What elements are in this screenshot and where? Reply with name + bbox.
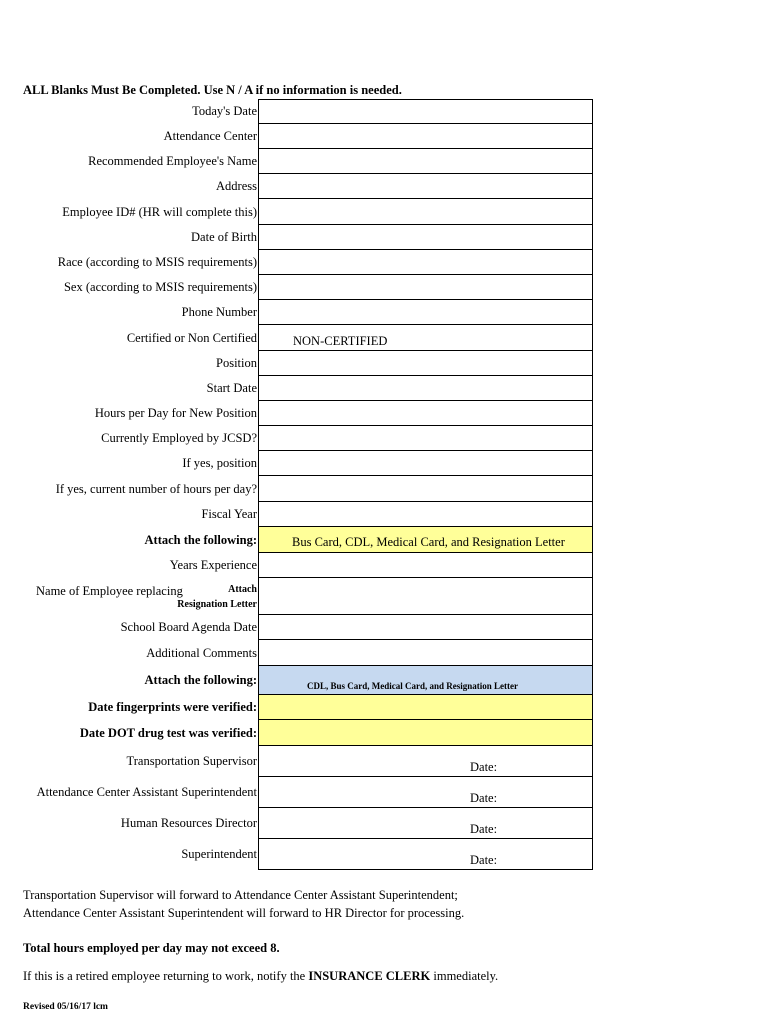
label-name-replacing-line (0, 584, 257, 599)
row-if-yes-hours (0, 476, 600, 502)
field-if-yes-hours[interactable] (258, 476, 593, 502)
label-superintendent: Superintendent (181, 847, 257, 861)
label-hours-per-day: Hours per Day for New Position (94, 406, 257, 420)
row-sex (0, 275, 600, 300)
label-name-replacing-group (0, 578, 258, 615)
row-currently-employed (0, 426, 600, 451)
field-if-yes-position[interactable] (258, 451, 593, 476)
label-address: Address (216, 179, 257, 193)
retired-note-suffix: immediately. (430, 969, 499, 983)
row-attach-1 (0, 527, 600, 553)
label-years-experience: Years Experience (169, 558, 257, 572)
row-hours-per-day (0, 401, 600, 426)
field-certified[interactable] (258, 325, 593, 351)
field-sex[interactable] (258, 275, 593, 300)
label-comments: Additional Comments (146, 645, 257, 660)
field-attach-2[interactable] (258, 666, 593, 695)
field-recommended-name[interactable] (258, 149, 593, 174)
row-dot-drug (0, 720, 600, 746)
field-fiscal-year[interactable] (258, 502, 593, 527)
field-attach-1[interactable] (258, 527, 593, 553)
label-recommended-name: Recommended Employee's Name (88, 154, 257, 168)
label-start-date: Start Date (206, 381, 257, 395)
field-asst-super-signature[interactable] (258, 777, 593, 808)
field-years-experience[interactable] (258, 553, 593, 578)
row-fiscal-year (0, 502, 600, 527)
field-dob[interactable] (258, 225, 593, 250)
field-employee-id[interactable] (258, 199, 593, 225)
date-label: Date: (470, 822, 498, 836)
row-agenda-date (0, 615, 600, 640)
field-hours-per-day[interactable] (258, 401, 593, 426)
row-attach-2 (0, 666, 600, 695)
row-hr-director (0, 808, 600, 839)
row-dob (0, 225, 600, 250)
label-employee-id: Employee ID# (HR will complete this) (62, 204, 257, 219)
label-fingerprints: Date fingerprints were verified: (88, 700, 257, 714)
date-label: Date: (470, 760, 498, 774)
form-instructions: ALL Blanks Must Be Completed. Use N / A if no information is needed. (23, 83, 402, 97)
field-attendance-center[interactable] (258, 124, 593, 149)
employee-recommendation-form (0, 99, 600, 870)
label-attach-1: Attach the following: (144, 532, 257, 547)
label-todays-date: Today's Date (192, 104, 257, 118)
field-race[interactable] (258, 250, 593, 275)
row-phone (0, 300, 600, 325)
row-years-experience (0, 553, 600, 578)
row-position (0, 351, 600, 376)
label-name-replacing: Name of Employee replacing (36, 583, 183, 598)
label-name-replacing-resignation: Resignation Letter (177, 598, 257, 610)
field-transport-sup-signature[interactable] (258, 746, 593, 777)
row-name-replacing (0, 578, 600, 615)
field-agenda-date[interactable] (258, 615, 593, 640)
retired-employee-note (23, 969, 498, 984)
field-position[interactable] (258, 351, 593, 376)
field-phone[interactable] (258, 300, 593, 325)
label-attach-2: Attach the following: (144, 673, 257, 687)
row-start-date (0, 376, 600, 401)
certified-value: NON-CERTIFIED (293, 334, 388, 348)
label-dot-drug: Date DOT drug test was verified: (79, 725, 257, 740)
label-fiscal-year: Fiscal Year (201, 507, 257, 521)
label-if-yes-hours: If yes, current number of hours per day? (55, 481, 257, 496)
routing-notes (23, 886, 464, 922)
date-label: Date: (470, 853, 498, 867)
row-address (0, 174, 600, 199)
row-todays-date (0, 99, 600, 124)
field-fingerprints[interactable] (258, 695, 593, 720)
row-employee-id (0, 199, 600, 225)
date-label: Date: (470, 791, 498, 805)
row-superintendent (0, 839, 600, 870)
field-dot-drug[interactable] (258, 720, 593, 746)
row-attendance-center (0, 124, 600, 149)
field-name-replacing[interactable] (258, 578, 593, 615)
label-name-replacing-attach: Attach (228, 583, 257, 595)
label-hr-director: Human Resources Director (120, 816, 257, 830)
label-race: Race (according to MSIS requirements) (57, 255, 257, 269)
label-asst-super: Attendance Center Assistant Superintendent (36, 785, 257, 799)
routing-note-line-2: Attendance Center Assistant Superintendent will forward to HR Director for processing. (23, 906, 465, 920)
row-asst-super (0, 777, 600, 808)
label-position: Position (216, 356, 257, 370)
retired-note-prefix: If this is a retired employee returning to work, notify the (23, 969, 309, 983)
label-sex: Sex (according to MSIS requirements) (63, 280, 257, 294)
row-comments (0, 640, 600, 666)
label-certified: Certified or Non Certified (126, 330, 257, 345)
label-if-yes-position: If yes, position (182, 456, 257, 470)
label-currently-employed: Currently Employed by JCSD? (101, 431, 257, 445)
row-certified (0, 325, 600, 351)
max-hours-note: Total hours employed per day may not exceed 8. (23, 941, 280, 955)
field-address[interactable] (258, 174, 593, 199)
label-dob: Date of Birth (191, 230, 257, 244)
row-recommended-name (0, 149, 600, 174)
revision-note: Revised 05/16/17 lcm (23, 1002, 108, 1012)
row-if-yes-position (0, 451, 600, 476)
label-agenda-date: School Board Agenda Date (120, 620, 257, 634)
label-transport-sup: Transportation Supervisor (126, 754, 257, 768)
label-phone: Phone Number (181, 305, 257, 319)
routing-note-line-1: Transportation Supervisor will forward to Attendance Center Assistant Superintendent; (23, 888, 458, 902)
row-transport-sup (0, 746, 600, 777)
label-attendance-center: Attendance Center (163, 129, 257, 143)
attach-2-value: CDL, Bus Card, Medical Card, and Resignation Letter (307, 681, 518, 691)
attach-1-value: Bus Card, CDL, Medical Card, and Resignation Letter (292, 535, 565, 549)
field-hr-director-signature[interactable] (258, 808, 593, 839)
field-superintendent-signature[interactable] (258, 839, 593, 870)
row-fingerprints (0, 695, 600, 720)
insurance-clerk-emphasis: INSURANCE CLERK (308, 969, 431, 983)
field-todays-date[interactable] (258, 99, 593, 124)
field-comments[interactable] (258, 640, 593, 666)
field-start-date[interactable] (258, 376, 593, 401)
field-currently-employed[interactable] (258, 426, 593, 451)
row-race (0, 250, 600, 275)
